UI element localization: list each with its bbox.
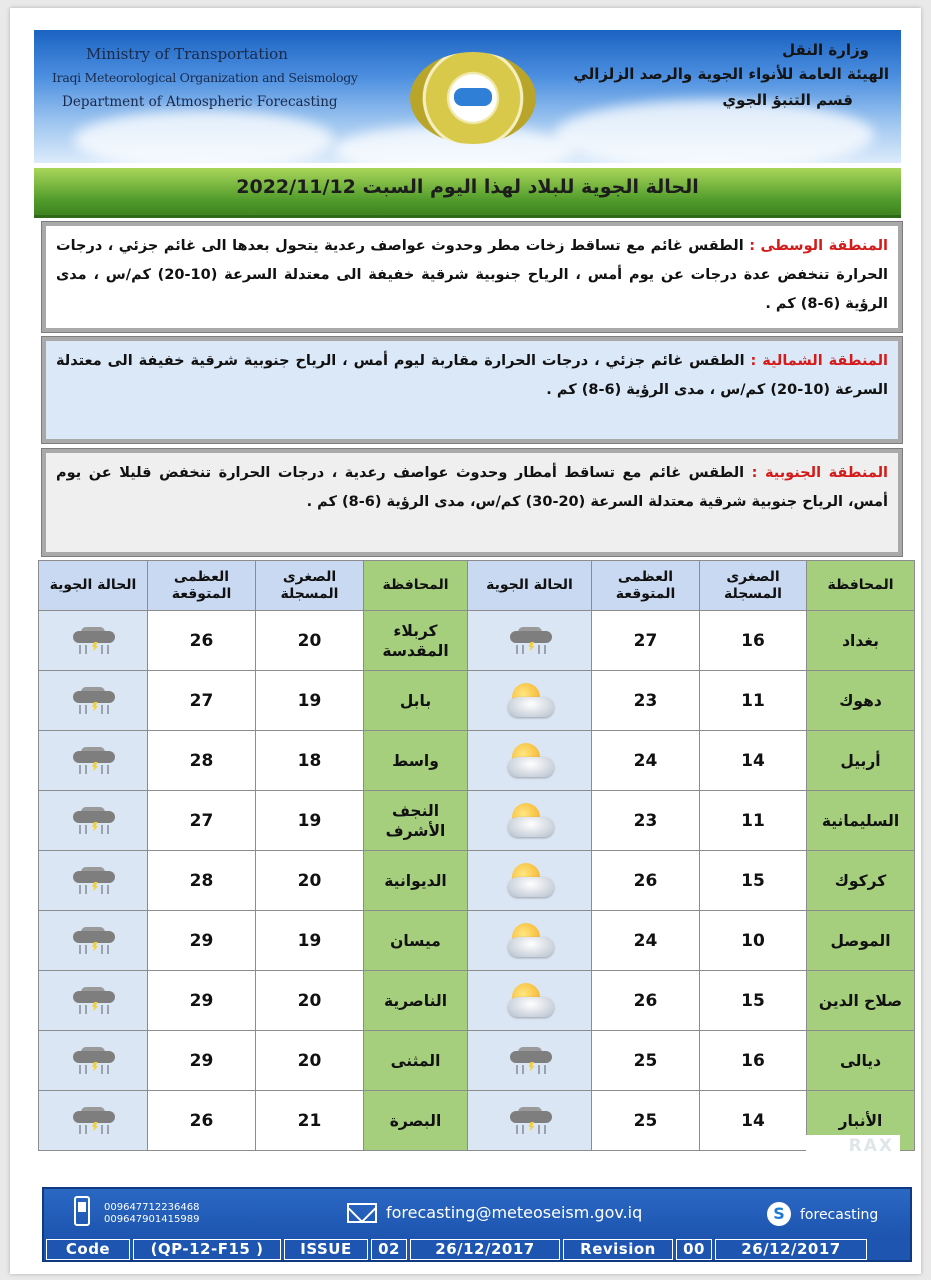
table-row bbox=[39, 731, 915, 791]
governorate-name: أربيل bbox=[807, 731, 915, 791]
min-temp: 20 bbox=[256, 611, 364, 671]
max-temp: 28 bbox=[148, 851, 256, 911]
governorate-name: النجف الأشرف bbox=[364, 791, 468, 851]
weather-cell bbox=[468, 611, 592, 671]
weather-cell bbox=[468, 851, 592, 911]
forecast-table bbox=[38, 560, 915, 1151]
max-temp: 27 bbox=[148, 791, 256, 851]
rain-thunder-icon bbox=[65, 1039, 121, 1083]
ministry-name-en: Ministry of Transportation bbox=[86, 45, 288, 63]
skype-icon: S bbox=[767, 1202, 791, 1226]
bulletin-sheet bbox=[10, 8, 921, 1274]
governorate-name: دهوك bbox=[807, 671, 915, 731]
min-temp: 15 bbox=[700, 851, 807, 911]
max-temp: 26 bbox=[592, 851, 700, 911]
min-temp: 16 bbox=[700, 1031, 807, 1091]
region-north bbox=[42, 337, 902, 443]
skype-handle[interactable]: forecasting bbox=[800, 1207, 879, 1223]
organization-name-ar: الهيئة العامة للأنواء الجوية والرصد الزلزالي bbox=[573, 65, 889, 83]
department-name-ar: قسم التنبؤ الجوي bbox=[722, 91, 853, 109]
footer bbox=[42, 1187, 912, 1262]
header-weather: الحالة الجوية bbox=[468, 561, 592, 611]
table-header-row bbox=[39, 561, 915, 611]
min-temp: 14 bbox=[700, 731, 807, 791]
watermark-block bbox=[718, 1151, 778, 1161]
governorate-name: البصرة bbox=[364, 1091, 468, 1151]
min-temp: 14 bbox=[700, 1091, 807, 1151]
rain-thunder-icon bbox=[65, 679, 121, 723]
min-temp: 16 bbox=[700, 611, 807, 671]
weather-cell bbox=[39, 671, 148, 731]
header-weather: الحالة الجوية bbox=[39, 561, 148, 611]
weather-cell bbox=[39, 791, 148, 851]
weather-cell bbox=[468, 1031, 592, 1091]
max-temp: 26 bbox=[592, 971, 700, 1031]
min-temp: 20 bbox=[256, 1031, 364, 1091]
seal-wave-icon bbox=[454, 88, 492, 106]
min-temp: 18 bbox=[256, 731, 364, 791]
partly-cloudy-icon bbox=[502, 679, 558, 723]
governorate-name: الأنبار bbox=[807, 1091, 915, 1151]
ministry-name-ar: وزارة النقل bbox=[782, 41, 869, 59]
weather-cell bbox=[468, 971, 592, 1031]
footer-contacts bbox=[44, 1189, 910, 1237]
phone-number-1: 009647712236468 bbox=[104, 1202, 200, 1213]
region-north-text: الطقس غائم جزئي ، درجات الحرارة مقاربة ليوم أمس ، الرياح جنوبية شرقية خفيفة الى معتدلة السرعة (10-20) كم/س ، مدى الرؤية (6-8) كم . bbox=[56, 353, 888, 398]
max-temp: 25 bbox=[592, 1091, 700, 1151]
partly-cloudy-icon bbox=[502, 979, 558, 1023]
title-bar bbox=[34, 168, 901, 218]
max-temp: 27 bbox=[592, 611, 700, 671]
rain-thunder-icon bbox=[65, 619, 121, 663]
min-temp: 19 bbox=[256, 671, 364, 731]
email-address[interactable]: forecasting@meteoseism.gov.iq bbox=[386, 1203, 643, 1222]
max-temp: 24 bbox=[592, 911, 700, 971]
partly-cloudy-icon bbox=[502, 859, 558, 903]
governorate-name: السليمانية bbox=[807, 791, 915, 851]
min-temp: 21 bbox=[256, 1091, 364, 1151]
max-temp: 29 bbox=[148, 1031, 256, 1091]
weather-cell bbox=[468, 731, 592, 791]
governorate-name: بابل bbox=[364, 671, 468, 731]
min-temp: 15 bbox=[700, 971, 807, 1031]
weather-cell bbox=[39, 611, 148, 671]
partly-cloudy-icon bbox=[502, 739, 558, 783]
table-row bbox=[39, 611, 915, 671]
weather-cell bbox=[39, 1031, 148, 1091]
max-temp: 25 bbox=[592, 1031, 700, 1091]
max-temp: 23 bbox=[592, 671, 700, 731]
organization-name-en: Iraqi Meteorological Organization and Seismology bbox=[52, 70, 358, 85]
governorate-name: بغداد bbox=[807, 611, 915, 671]
issue-value: 02 bbox=[371, 1239, 407, 1260]
min-temp: 19 bbox=[256, 791, 364, 851]
governorate-name: كركوك bbox=[807, 851, 915, 911]
rain-thunder-icon bbox=[502, 1099, 558, 1143]
weather-cell bbox=[39, 1091, 148, 1151]
min-temp: 19 bbox=[256, 911, 364, 971]
revision-label: Revision bbox=[563, 1239, 673, 1260]
max-temp: 27 bbox=[148, 671, 256, 731]
governorate-name: كربلاء المقدسة bbox=[364, 611, 468, 671]
phone-icon bbox=[74, 1196, 90, 1226]
region-south-title: المنطقة الجنوبية : bbox=[751, 465, 888, 481]
document-codes bbox=[46, 1239, 910, 1260]
rain-thunder-icon bbox=[502, 1039, 558, 1083]
rain-thunder-icon bbox=[65, 799, 121, 843]
governorate-name: ميسان bbox=[364, 911, 468, 971]
min-temp: 10 bbox=[700, 911, 807, 971]
english-header bbox=[52, 42, 358, 114]
rain-thunder-icon bbox=[502, 619, 558, 663]
min-temp: 20 bbox=[256, 851, 364, 911]
revision-date: 26/12/2017 bbox=[715, 1239, 867, 1260]
rain-thunder-icon bbox=[65, 919, 121, 963]
max-temp: 26 bbox=[148, 1091, 256, 1151]
partly-cloudy-icon bbox=[502, 799, 558, 843]
watermark-brand: RAX bbox=[806, 1135, 900, 1157]
weather-cell bbox=[468, 911, 592, 971]
max-temp: 23 bbox=[592, 791, 700, 851]
partly-cloudy-icon bbox=[502, 919, 558, 963]
region-north-title: المنطقة الشمالية : bbox=[750, 353, 889, 369]
table-row bbox=[39, 791, 915, 851]
arabic-header bbox=[573, 38, 889, 114]
header-governorate: المحافظة bbox=[807, 561, 915, 611]
table-row bbox=[39, 1031, 915, 1091]
max-temp: 29 bbox=[148, 911, 256, 971]
rain-thunder-icon bbox=[65, 739, 121, 783]
header-governorate: المحافظة bbox=[364, 561, 468, 611]
governorate-name: الموصل bbox=[807, 911, 915, 971]
min-temp: 11 bbox=[700, 671, 807, 731]
region-central-text: الطقس غائم مع تساقط زخات مطر وحدوث عواصف رعدية يتحول بعدها الى غائم جزئي ، درجات الحرارة تنخفض عدة درجات عن يوم أمس ، الرياح جنوبية شرقية خفيفة الى معتدلة السرعة (10-20) كم/س ، مدى الرؤية (6-8) كم . bbox=[56, 238, 888, 312]
table-row bbox=[39, 911, 915, 971]
header-max: العظمى المتوقعة bbox=[592, 561, 700, 611]
organization-seal-logo bbox=[410, 52, 536, 144]
rain-thunder-icon bbox=[65, 1099, 121, 1143]
header-min: الصغرى المسجلة bbox=[256, 561, 364, 611]
department-name-en: Department of Atmospheric Forecasting bbox=[62, 94, 338, 110]
governorate-name: صلاح الدين bbox=[807, 971, 915, 1031]
region-south-text: الطقس غائم مع تساقط أمطار وحدوث عواصف رعدية ، درجات الحرارة تنخفض قليلا عن يوم أمس، الرياح جنوبية شرقية معتدلة السرعة (20-30) كم/س، مدى الرؤية (6-8) كم . bbox=[56, 465, 888, 510]
max-temp: 26 bbox=[148, 611, 256, 671]
min-temp: 20 bbox=[256, 971, 364, 1031]
code-value: (QP-12-F15 ) bbox=[133, 1239, 281, 1260]
rain-thunder-icon bbox=[65, 979, 121, 1023]
region-central bbox=[42, 222, 902, 332]
max-temp: 28 bbox=[148, 731, 256, 791]
mail-icon bbox=[347, 1203, 377, 1223]
weather-cell bbox=[39, 851, 148, 911]
max-temp: 24 bbox=[592, 731, 700, 791]
weather-cell bbox=[39, 971, 148, 1031]
phone-numbers bbox=[104, 1202, 199, 1226]
table-row bbox=[39, 671, 915, 731]
rain-thunder-icon bbox=[65, 859, 121, 903]
issue-date: 26/12/2017 bbox=[410, 1239, 560, 1260]
min-temp: 11 bbox=[700, 791, 807, 851]
header-min: الصغرى المسجلة bbox=[700, 561, 807, 611]
code-label: Code bbox=[46, 1239, 130, 1260]
table-row bbox=[39, 851, 915, 911]
phone-number-2: 009647901415989 bbox=[104, 1214, 200, 1225]
revision-value: 00 bbox=[676, 1239, 712, 1260]
governorate-name: المثنى bbox=[364, 1031, 468, 1091]
header-max: العظمى المتوقعة bbox=[148, 561, 256, 611]
weather-cell bbox=[468, 1091, 592, 1151]
header-banner bbox=[34, 30, 901, 163]
table-row bbox=[39, 971, 915, 1031]
max-temp: 29 bbox=[148, 971, 256, 1031]
governorate-name: ديالى bbox=[807, 1031, 915, 1091]
governorate-name: الناصرية bbox=[364, 971, 468, 1031]
weather-cell bbox=[468, 671, 592, 731]
region-central-title: المنطقة الوسطى : bbox=[749, 238, 888, 254]
region-south bbox=[42, 449, 902, 556]
weather-cell bbox=[39, 911, 148, 971]
bulletin-title: الحالة الجوية للبلاد لهذا اليوم السبت 2022/11/12 bbox=[236, 176, 699, 198]
issue-label: ISSUE bbox=[284, 1239, 368, 1260]
governorate-name: واسط bbox=[364, 731, 468, 791]
governorate-name: الديوانية bbox=[364, 851, 468, 911]
weather-cell bbox=[39, 731, 148, 791]
weather-cell bbox=[468, 791, 592, 851]
